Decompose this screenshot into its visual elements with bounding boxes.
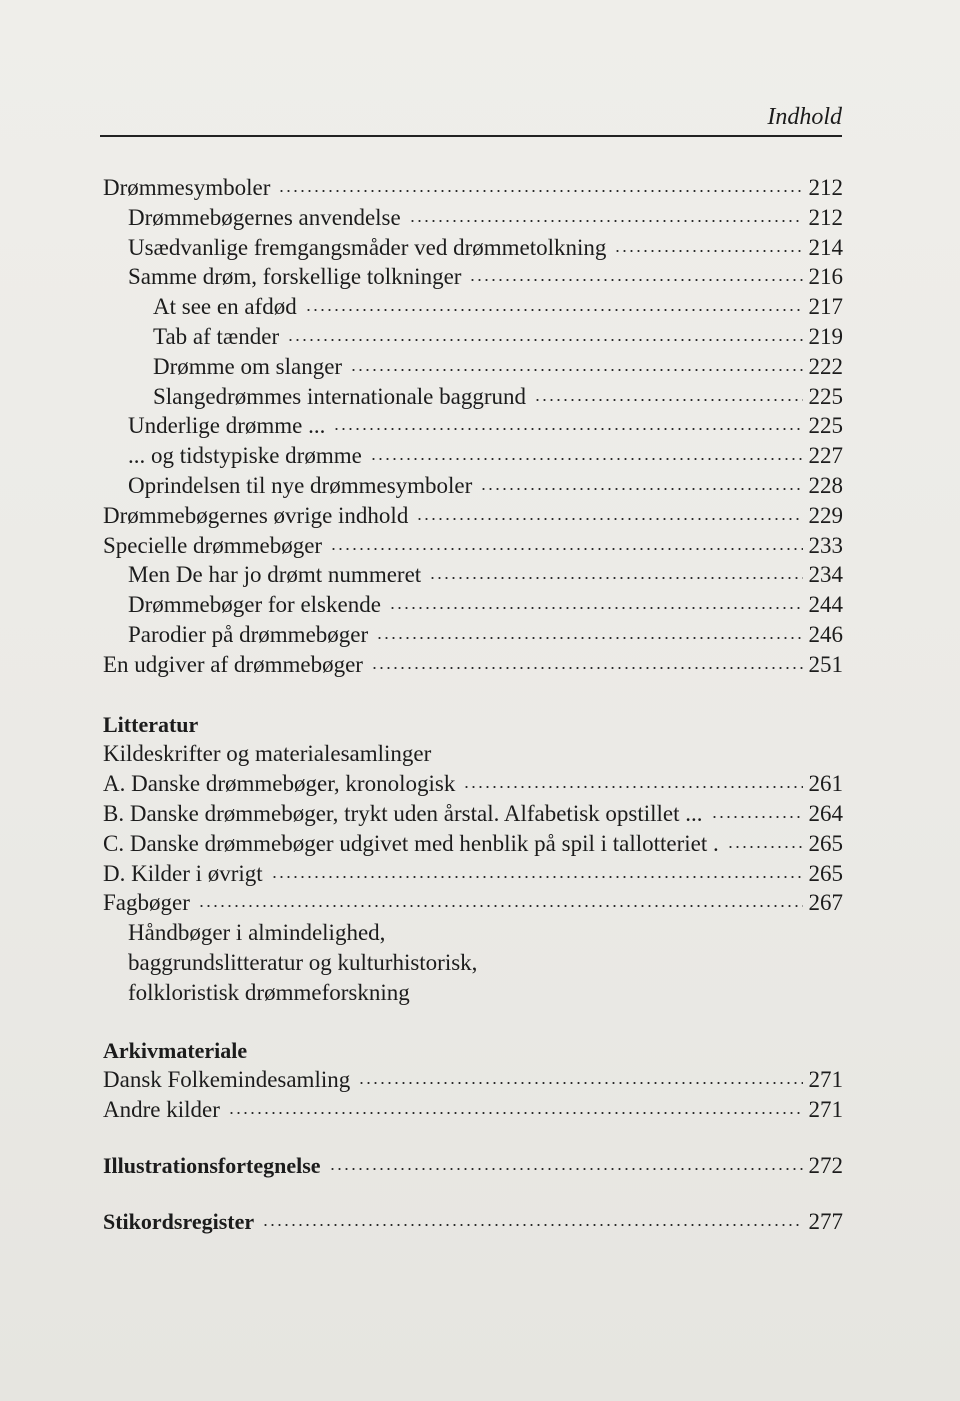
toc-entry-page: 272 xyxy=(808,1152,843,1178)
toc-entry[interactable] xyxy=(103,233,843,263)
toc-entry[interactable] xyxy=(103,441,843,471)
section-heading-litteratur: Litteratur xyxy=(103,711,199,737)
dot-leader xyxy=(480,486,802,492)
toc-entry-title: Drømmebøgernes øvrige indhold xyxy=(103,502,409,528)
toc-entry-page: 244 xyxy=(808,592,843,618)
toc-entry-title: Parodier på drømmebøger xyxy=(128,621,369,647)
table-of-contents xyxy=(103,173,843,1237)
fagboger-line: baggrundslitteratur og kulturhistorisk, xyxy=(128,949,478,975)
toc-entry-stikordsregister[interactable] xyxy=(103,1207,843,1237)
toc-entry-title: Tab af tænder xyxy=(153,323,280,349)
toc-entry-page: 229 xyxy=(808,502,843,528)
toc-entry-page: 261 xyxy=(808,771,843,797)
toc-entry-title: At see en afdød xyxy=(153,294,297,320)
toc-entry[interactable] xyxy=(103,173,843,203)
toc-entry[interactable] xyxy=(103,560,843,590)
toc-entry-title: Usædvanlige fremgangsmåder ved drømmetolkning xyxy=(128,234,607,260)
toc-entry-page: 265 xyxy=(808,830,843,856)
dot-leader xyxy=(469,277,802,283)
toc-entry[interactable] xyxy=(103,501,843,531)
toc-entry-title: Oprindelsen til nye drømmesymboler xyxy=(128,472,473,498)
toc-entry-page: 277 xyxy=(808,1208,843,1234)
toc-entry-title: D. Kilder i øvrigt xyxy=(103,860,263,886)
toc-entry-page: 219 xyxy=(808,323,843,349)
toc-entry-page: 246 xyxy=(808,621,843,647)
toc-entry-title: Drømmesymboler xyxy=(103,175,271,200)
toc-entry-page: 227 xyxy=(808,443,843,469)
toc-entry[interactable] xyxy=(103,620,843,650)
toc-entry[interactable] xyxy=(103,799,843,829)
dot-leader xyxy=(534,397,802,403)
toc-entry[interactable] xyxy=(103,650,843,680)
toc-entry-page: 212 xyxy=(808,175,843,200)
toc-litteratur-entries xyxy=(103,769,843,918)
toc-entry-page: 225 xyxy=(808,383,843,409)
toc-entry[interactable] xyxy=(103,1065,843,1095)
toc-entry-page: 233 xyxy=(808,532,843,558)
toc-entry[interactable] xyxy=(103,382,843,412)
dot-leader xyxy=(198,903,803,909)
toc-entry-illustrationsfortegnelse[interactable] xyxy=(103,1151,843,1181)
toc-entry-title: Andre kilder xyxy=(103,1097,220,1123)
toc-entry-page: 216 xyxy=(808,264,843,290)
toc-entry-page: 217 xyxy=(808,294,843,320)
toc-entry[interactable] xyxy=(103,203,843,233)
spacer xyxy=(103,680,843,710)
toc-entry-title: B. Danske drømmebøger, trykt uden årstal. Alfabetisk opstillet ... xyxy=(103,800,703,826)
toc-entry-page: 267 xyxy=(808,890,843,916)
fagboger-line: folkloristisk drømmeforskning xyxy=(128,979,410,1005)
running-head: Indhold xyxy=(767,104,842,130)
toc-entry-page: 228 xyxy=(808,472,843,498)
dot-leader xyxy=(329,1166,803,1172)
toc-entry[interactable] xyxy=(103,859,843,889)
toc-entry-title: Fagbøger xyxy=(103,890,190,916)
subheading-kildeskrifter: Kildeskrifter og materialesamlinger xyxy=(103,741,432,767)
section-heading-arkivmateriale: Arkivmateriale xyxy=(103,1037,248,1063)
toc-entry-title: Slangedrømmes internationale baggrund xyxy=(153,383,527,409)
dot-leader xyxy=(711,814,803,820)
toc-entry-page: 234 xyxy=(808,562,843,588)
toc-entry-title: Drømmebøgernes anvendelse xyxy=(128,204,401,230)
dot-leader xyxy=(416,516,802,522)
toc-entry[interactable] xyxy=(103,262,843,292)
toc-entry-title: Underlige drømme ... xyxy=(128,413,326,439)
dot-leader xyxy=(389,605,803,611)
toc-entry[interactable] xyxy=(103,411,843,441)
dot-leader xyxy=(429,575,802,581)
spacer xyxy=(103,1125,843,1151)
toc-entry-page: 271 xyxy=(808,1097,843,1123)
toc-entry[interactable] xyxy=(103,888,843,918)
dot-leader xyxy=(409,218,803,224)
dot-leader xyxy=(228,1110,803,1116)
dot-leader xyxy=(727,844,803,850)
dot-leader xyxy=(614,248,802,254)
toc-entry[interactable] xyxy=(103,829,843,859)
spacer xyxy=(103,1008,843,1036)
toc-entry[interactable] xyxy=(103,769,843,799)
toc-entry[interactable] xyxy=(103,531,843,561)
toc-entry[interactable] xyxy=(103,590,843,620)
header-rule xyxy=(100,135,842,137)
toc-entry-title: Drømmebøger for elskende xyxy=(128,592,381,618)
toc-part-drommesymboler xyxy=(103,173,843,680)
dot-leader xyxy=(350,367,802,373)
toc-arkiv-entries xyxy=(103,1065,843,1125)
spacer xyxy=(103,1181,843,1207)
toc-entry-title: ... og tidstypiske drømme xyxy=(128,443,362,469)
toc-entry[interactable] xyxy=(103,352,843,382)
dot-leader xyxy=(333,426,802,432)
toc-entry-title: A. Danske drømmebøger, kronologisk xyxy=(103,771,456,797)
toc-entry[interactable] xyxy=(103,1095,843,1125)
dot-leader xyxy=(262,1222,802,1228)
toc-entry-page: 214 xyxy=(808,234,843,260)
dot-leader xyxy=(376,635,802,641)
toc-entry-title: Men De har jo drømt nummeret xyxy=(128,562,422,588)
toc-entry-title: Drømme om slanger xyxy=(153,353,343,379)
toc-entry[interactable] xyxy=(103,292,843,322)
toc-entry-title: En udgiver af drømmebøger xyxy=(103,651,363,677)
toc-entry-page: 225 xyxy=(808,413,843,439)
toc-entry-title: Stikordsregister xyxy=(103,1208,255,1234)
dot-leader xyxy=(463,784,802,790)
toc-entry-title: Illustrationsfortegnelse xyxy=(103,1152,321,1178)
dot-leader xyxy=(305,307,803,313)
toc-entry-title: Samme drøm, forskellige tolkninger xyxy=(128,264,462,290)
toc-entry-title: C. Danske drømmebøger udgivet med henblik på spil i tallotteriet . xyxy=(103,830,719,856)
toc-entry-page: 271 xyxy=(808,1067,843,1093)
toc-entry[interactable] xyxy=(103,471,843,501)
fagboger-line: Håndbøger i almindelighed, xyxy=(128,920,386,946)
dot-leader xyxy=(287,337,802,343)
dot-leader xyxy=(370,456,803,462)
toc-entry-page: 212 xyxy=(808,204,843,230)
dot-leader xyxy=(271,874,803,880)
toc-entry[interactable] xyxy=(103,322,843,352)
dot-leader xyxy=(330,546,802,552)
toc-entry-page: 251 xyxy=(808,651,843,677)
toc-entry-page: 265 xyxy=(808,860,843,886)
toc-entry-title: Specielle drømmebøger xyxy=(103,532,323,558)
dot-leader xyxy=(371,665,803,671)
dot-leader xyxy=(278,188,802,194)
dot-leader xyxy=(358,1080,802,1086)
toc-entry-title: Dansk Folkemindesamling xyxy=(103,1067,351,1093)
toc-entry-page: 222 xyxy=(808,353,843,379)
toc-entry-page: 264 xyxy=(808,800,843,826)
